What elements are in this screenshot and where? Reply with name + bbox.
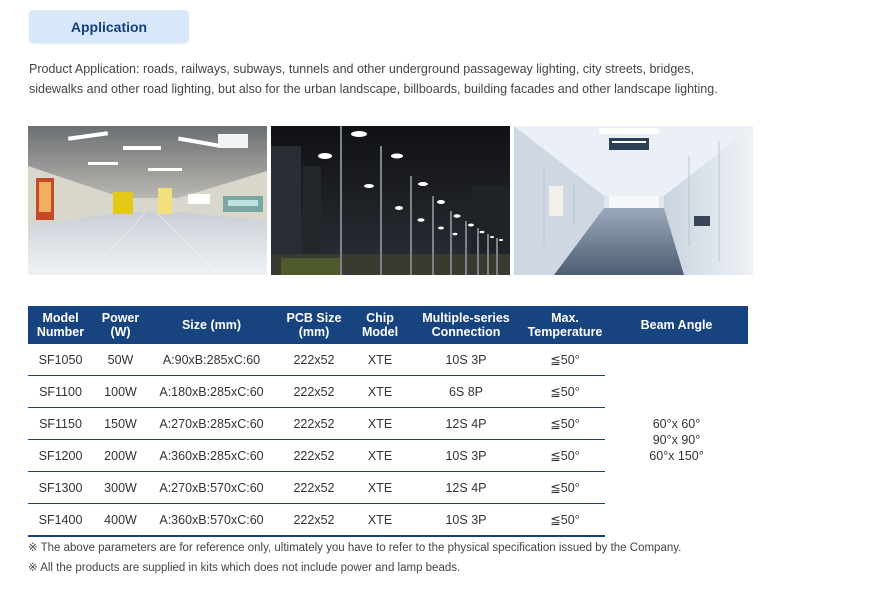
- application-tab[interactable]: [29, 10, 189, 43]
- cell-power: 200W: [93, 440, 148, 472]
- cell-size: A:270xB:570xC:60: [148, 472, 275, 504]
- underground-passageway-photo: [514, 126, 753, 275]
- cell-pcb-size: 222x52: [275, 472, 353, 504]
- cell-model-number: SF1300: [28, 472, 93, 504]
- cell-model-number: SF1200: [28, 440, 93, 472]
- cell-connection: 10S 3P: [407, 504, 525, 537]
- cell-power: 300W: [93, 472, 148, 504]
- application-tab-label: Application: [70, 18, 148, 35]
- cell-connection: 12S 4P: [407, 408, 525, 440]
- cell-size: A:360xB:285xC:60: [148, 440, 275, 472]
- street-lights-at-night-photo: [271, 126, 510, 275]
- header-row: [28, 306, 748, 344]
- cell-size: A:270xB:285xC:60: [148, 408, 275, 440]
- cell-chip-model: XTE: [353, 504, 407, 537]
- footnotes: [28, 540, 681, 580]
- cell-beam-angle: [605, 344, 748, 536]
- spec-table: [28, 306, 748, 537]
- cell-pcb-size: 222x52: [275, 408, 353, 440]
- cell-size: A:180xB:285xC:60: [148, 376, 275, 408]
- cell-model-number: SF1150: [28, 408, 93, 440]
- cell-max-temperature: ≦50°: [525, 504, 605, 537]
- footnote-kits: ※ All the products are supplied in kits which does not include power and lamp beads.: [28, 562, 461, 574]
- spec-table-header: [28, 306, 748, 344]
- footnote-reference: ※ The above parameters are for reference only, ultimately you have to refer to the physical specification issued by the Company.: [28, 542, 682, 554]
- cell-connection: 10S 3P: [407, 440, 525, 472]
- header-pcb-size: PCB Size (mm): [275, 306, 353, 344]
- cell-pcb-size: 222x52: [275, 376, 353, 408]
- cell-power: 150W: [93, 408, 148, 440]
- header-beam-angle: Beam Angle: [605, 306, 748, 344]
- spec-table-body: [28, 344, 748, 536]
- cell-pcb-size: 222x52: [275, 440, 353, 472]
- cell-power: 50W: [93, 344, 148, 376]
- cell-max-temperature: ≦50°: [525, 440, 605, 472]
- cell-connection: 6S 8P: [407, 376, 525, 408]
- cell-model-number: SF1050: [28, 344, 93, 376]
- header-multiple-series-connection: Multiple-series Connection: [407, 306, 525, 344]
- cell-model-number: SF1100: [28, 376, 93, 408]
- header-model-number: Model Number: [28, 306, 93, 344]
- beam-angle-1: 60°x 60°: [652, 417, 701, 431]
- cell-chip-model: XTE: [353, 440, 407, 472]
- subway-station-photo: [28, 126, 267, 275]
- cell-chip-model: XTE: [353, 408, 407, 440]
- cell-pcb-size: 222x52: [275, 504, 353, 537]
- beam-angle-2: 90°x 90°: [652, 433, 701, 447]
- cell-chip-model: XTE: [353, 344, 407, 376]
- cell-power: 100W: [93, 376, 148, 408]
- beam-angle-3: 60°x 150°: [649, 449, 704, 463]
- table-row: [28, 344, 748, 376]
- header-size: Size (mm): [148, 306, 275, 344]
- cell-max-temperature: ≦50°: [525, 376, 605, 408]
- application-intro: [29, 59, 769, 99]
- header-power: Power (W): [93, 306, 148, 344]
- cell-chip-model: XTE: [353, 376, 407, 408]
- cell-chip-model: XTE: [353, 472, 407, 504]
- cell-max-temperature: ≦50°: [525, 408, 605, 440]
- cell-size: A:360xB:570xC:60: [148, 504, 275, 537]
- intro-line-1: Product Application: roads, railways, subways, tunnels and other underground passageway lighting, city streets, bridges,: [29, 62, 694, 76]
- cell-power: 400W: [93, 504, 148, 537]
- intro-line-2: sidewalks and other road lighting, but also for the urban landscape, billboards, building facades and other landscape lighting.: [29, 82, 718, 96]
- cell-model-number: SF1400: [28, 504, 93, 537]
- cell-connection: 12S 4P: [407, 472, 525, 504]
- header-max-temperature: Max. Temperature: [525, 306, 605, 344]
- application-photos: [28, 126, 753, 275]
- cell-pcb-size: 222x52: [275, 344, 353, 376]
- cell-size: A:90xB:285xC:60: [148, 344, 275, 376]
- cell-connection: 10S 3P: [407, 344, 525, 376]
- cell-max-temperature: ≦50°: [525, 472, 605, 504]
- header-chip-model: Chip Model: [353, 306, 407, 344]
- cell-max-temperature: ≦50°: [525, 344, 605, 376]
